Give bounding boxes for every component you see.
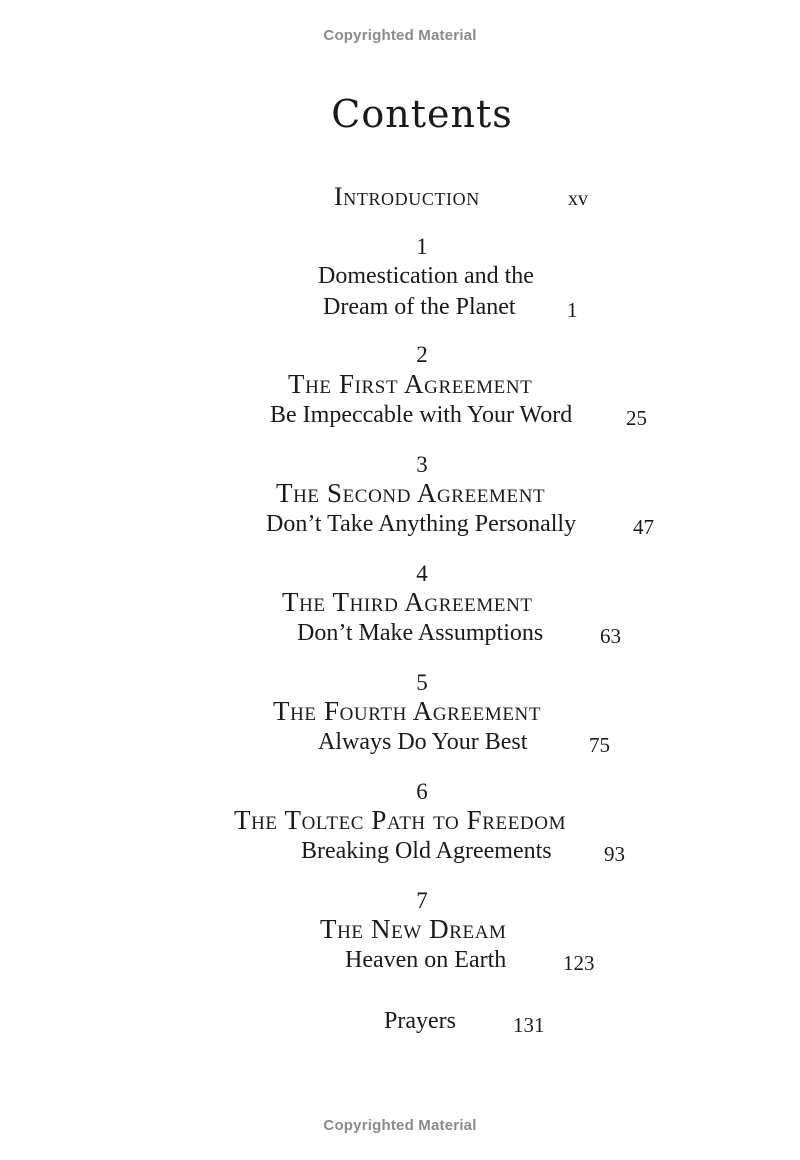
copyright-watermark-top: Copyrighted Material xyxy=(323,27,477,44)
chapter-1-title-line2: Dream of the Planet xyxy=(323,294,516,320)
toc-prayers-label: Prayers xyxy=(384,1008,456,1034)
chapter-2-heading: The First Agreement xyxy=(288,369,533,399)
chapter-6-number: 6 xyxy=(416,779,428,804)
chapter-1-page: 1 xyxy=(567,298,578,322)
chapter-5-heading: The Fourth Agreement xyxy=(273,696,542,726)
chapter-3-number: 3 xyxy=(416,452,428,477)
chapter-4-number: 4 xyxy=(416,561,428,586)
chapter-4-heading: The Third Agreement xyxy=(282,587,533,617)
chapter-2-number: 2 xyxy=(416,342,428,367)
toc-introduction-label: Introduction xyxy=(334,182,480,211)
chapter-6-subtitle: Breaking Old Agreements xyxy=(301,838,552,864)
chapter-1-number: 1 xyxy=(416,234,428,259)
chapter-4-subtitle: Don’t Make Assumptions xyxy=(297,620,544,646)
chapter-5-page: 75 xyxy=(589,733,610,757)
toc-prayers-page: 131 xyxy=(513,1013,545,1037)
chapter-3-page: 47 xyxy=(633,515,654,539)
chapter-7-number: 7 xyxy=(416,888,428,913)
page-title: Contents xyxy=(331,92,513,136)
toc-introduction-page: xv xyxy=(568,188,588,210)
chapter-6-heading: The Toltec Path to Freedom xyxy=(234,805,567,835)
chapter-2-page: 25 xyxy=(626,406,647,430)
copyright-watermark-bottom: Copyrighted Material xyxy=(323,1117,477,1134)
chapter-7-page: 123 xyxy=(563,951,595,975)
chapter-6-page: 93 xyxy=(604,842,625,866)
chapter-7-subtitle: Heaven on Earth xyxy=(345,947,507,973)
chapter-4-page: 63 xyxy=(600,624,621,648)
chapter-1-title-line1: Domestication and the xyxy=(318,263,534,289)
chapter-7-heading: The New Dream xyxy=(320,914,507,944)
chapter-5-number: 5 xyxy=(416,670,428,695)
chapter-3-subtitle: Don’t Take Anything Personally xyxy=(266,511,577,537)
chapter-5-subtitle: Always Do Your Best xyxy=(318,729,528,755)
chapter-3-heading: The Second Agreement xyxy=(276,478,546,508)
chapter-2-subtitle: Be Impeccable with Your Word xyxy=(270,402,573,428)
